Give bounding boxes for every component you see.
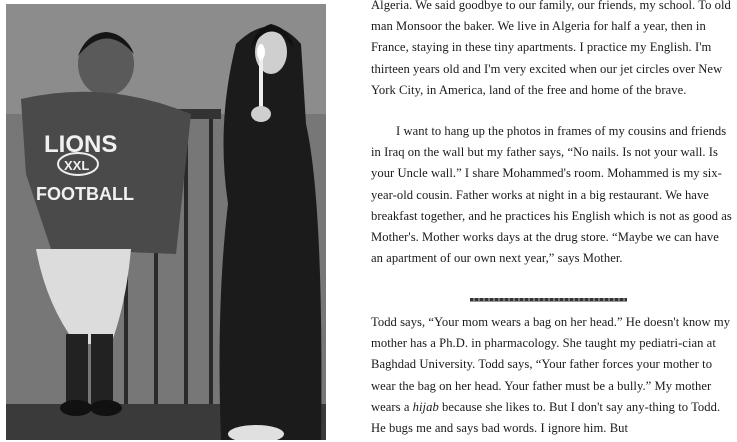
paragraph-2: I want to hang up the photos in frames of my cousins and friends in Iraq on the wall but my father says, “No nails. Is not your wall. Is your Uncle wall.” I share Mohammed's room. Mohammed is my six-year-old cousin. Father works at night in a big restaurant. We have breakfast together, and he practices his English which is not as good as Mother's. Mother works days at the drug store. “Maybe we can have an apartment of our own next year,” says Mother. [371,124,732,266]
jersey-lions: LIONS [44,131,118,158]
paragraph-1: Algeria. We said goodbye to our family, our friends, my school. To old man Monsoor the baker. We live in Algeria for half a year, then in France, staying in these tiny apartments. I practice my English. I'm thirteen years old and I'm very excited when our jet circles over New York City, in America, land of the free and home of the brave. [371,0,731,97]
paragraph-3 [371,312,733,439]
jersey-football: FOOTBALL [36,184,134,204]
hijab-italic: hijab [412,399,439,414]
jersey-xxl: XXL [64,158,90,173]
paragraph-3-start: Todd says, “Your mom wears a bag on her head.” He doesn't know my mother has a Ph.D. in pharmacology. She taught my pediatri-cian at Baghdad University. Todd says, “Your father forces your mother to wear the bag on her head. Your father must be a bully.” My mother wears a [371,315,731,414]
photo-boy-and-girl [6,4,326,440]
photo-illustration [6,4,326,440]
section-divider [470,298,627,301]
paragraph-3-end: because she likes to. But I don't say any-thing to Todd. He bugs me and says bad words. I ignore him. But [371,399,721,436]
